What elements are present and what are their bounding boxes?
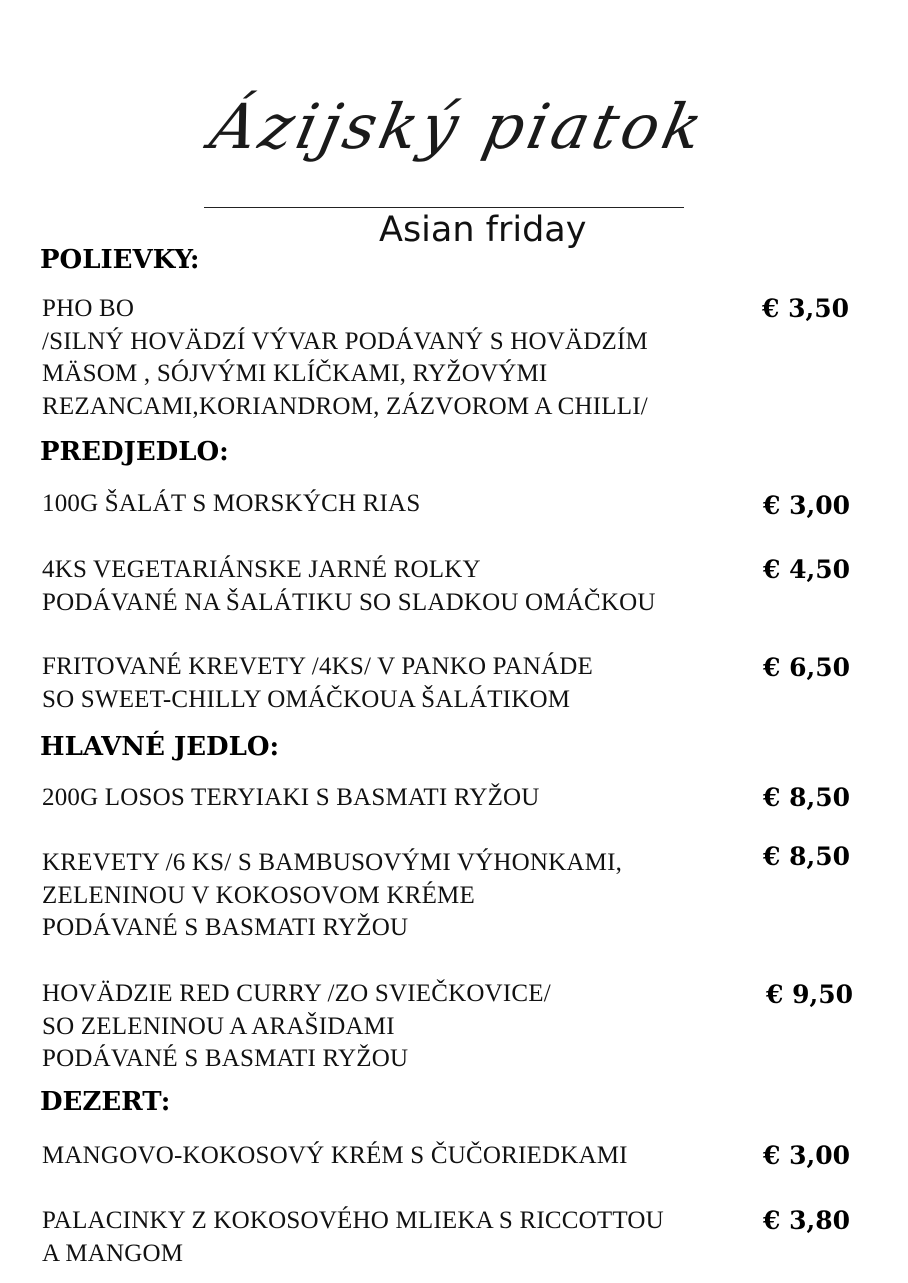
menu-item-price: € 8,50	[763, 842, 850, 871]
menu-item-name: PALACINKY Z KOKOSOVÉHO MLIEKA S RICCOTTOU A MANGOM	[42, 1207, 664, 1267]
menu-title: Ázijský piatok	[204, 90, 713, 163]
menu-item-name: 200G LOSOS TERYIAKI S BASMATI RYŽOU	[42, 784, 540, 811]
menu-item-price: € 3,80	[763, 1206, 850, 1235]
menu-item-name: 4KS VEGETARIÁNSKE JARNÉ ROLKY PODÁVANÉ NA ŠALÁTIKU SO SLADKOU OMÁČKOU	[42, 556, 656, 616]
menu-item-price: € 3,00	[763, 1141, 850, 1170]
menu-subtitle: Asian friday	[379, 210, 587, 250]
section-title-main-courses: HLAVNÉ JEDLO:	[40, 732, 280, 762]
section-title-soups: POLIEVKY:	[40, 245, 200, 275]
menu-item-name: PHO BO /SILNÝ HOVÄDZÍ VÝVAR PODÁVANÝ S HOVÄDZÍM MÄSOM , SÓJVÝMI KLÍČKAMI, RYŽOVÝMI REZANCAMI,KORIANDROM, ZÁZVOROM A CHILLI/	[42, 295, 648, 420]
menu-item-price: € 4,50	[763, 555, 850, 584]
menu-item-price: € 6,50	[763, 653, 850, 682]
menu-item-price: € 8,50	[763, 783, 850, 812]
title-divider	[204, 207, 684, 208]
section-title-desserts: DEZERT:	[40, 1087, 171, 1117]
menu-item-name: KREVETY /6 KS/ S BAMBUSOVÝMI VÝHONKAMI, ZELENINOU V KOKOSOVOM KRÉME PODÁVANÉ S BASMATI RYŽOU	[42, 849, 623, 941]
menu-item-price: € 3,50	[762, 294, 849, 323]
menu-item-name: 100G ŠALÁT S MORSKÝCH RIAS	[42, 490, 421, 517]
section-title-starters: PREDJEDLO:	[40, 437, 229, 467]
menu-item-name: MANGOVO-KOKOSOVÝ KRÉM S ČUČORIEDKAMI	[42, 1142, 628, 1169]
menu-item-name: FRITOVANÉ KREVETY /4KS/ V PANKO PANÁDE SO SWEET-CHILLY OMÁČKOUA ŠALÁTIKOM	[42, 653, 593, 713]
menu-item-price: € 9,50	[766, 980, 853, 1009]
menu-item-name: HOVÄDZIE RED CURRY /ZO SVIEČKOVICE/ SO ZELENINOU A ARAŠIDAMI PODÁVANÉ S BASMATI RYŽOU	[42, 980, 551, 1072]
menu-item-price: € 3,00	[763, 491, 850, 520]
